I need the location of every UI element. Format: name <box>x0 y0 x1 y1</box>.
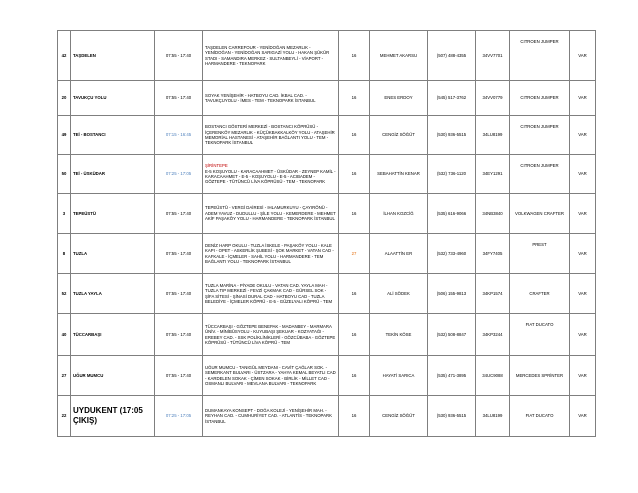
route-name: UĞUR MUMCU <box>71 356 155 396</box>
shift-time: 07:55 - 17:40 <box>155 356 203 396</box>
route-stops-text: TEPEÜSTÜ - VERGİ DAİRESİ - IHLAMURKUYU - ÇAYIRÖNÜ - ADEM YAVUZ - DUDULLU - ŞİLE YOLU - KEMERDERE - MEHMET AKİF PAŞAKÖY YOLU - HARMANDERE - TEKNOPARK İSTANBUL <box>205 205 336 222</box>
route-name: TUZLA YAYLA <box>71 274 155 314</box>
shift-time: 07:25 - 17:05 <box>155 155 203 194</box>
shift-time: 07:25 - 17:05 <box>155 396 203 437</box>
driver-phone: (532) 736-1120 <box>428 155 476 194</box>
license-plate: 34LU8199 <box>476 116 510 155</box>
vehicle-model: CITROEN JUMPER <box>510 81 570 116</box>
route-number: 3 <box>58 194 71 234</box>
route-name: TEİ - BOSTANCI <box>71 116 155 155</box>
route-name: TÜCCARBAŞI <box>71 314 155 356</box>
shift-time: 07:55 - 17:40 <box>155 81 203 116</box>
route-number: 8 <box>58 234 71 274</box>
vehicle-model: PREST <box>510 234 570 274</box>
route-number: 20 <box>58 81 71 116</box>
seat-capacity: 16 <box>339 356 370 396</box>
route-stops <box>203 31 339 81</box>
status-value: VAR <box>570 396 596 437</box>
driver-phone: (535) 471-3895 <box>428 356 476 396</box>
shift-time: 07:55 - 17:40 <box>155 314 203 356</box>
license-plate: 34UC9088 <box>476 356 510 396</box>
route-stops-text: UĞUR MUMCU - TANIGÜL MEYDANI - CAVİT ÇAĞLAR SOK. - SEMERKANT BULVARI - ÜSTZARA - YAHYA KEMAL BEYATLI CAD - KARDELEN SOKAK - ÇİMEN SOKAK - BİRLİK - MİLLET CAD - OSMANLI BULVARI - MEVLANA BULVARI - TEKNOPARK <box>205 364 336 386</box>
shift-time: 07:55 - 17:40 <box>155 274 203 314</box>
vehicle-model: FIAT DUCATO <box>510 396 570 437</box>
license-plate: 34KP1574 <box>476 274 510 314</box>
route-stops-note: ŞİRİNTEPE <box>205 163 228 169</box>
shift-time: 07:55 - 17:40 <box>155 31 203 81</box>
vehicle-model: FIAT DUCATO <box>510 314 570 356</box>
seat-capacity: 16 <box>339 116 370 155</box>
vehicle-model: VOLKWAGEN CRAFTER <box>510 194 570 234</box>
route-stops <box>203 396 339 437</box>
route-name: TEİ - ÜSKÜDAR <box>71 155 155 194</box>
route-stops <box>203 194 339 234</box>
status-value: VAR <box>570 274 596 314</box>
seat-capacity: 16 <box>339 396 370 437</box>
route-name: TUZLA <box>71 234 155 274</box>
status-value: VAR <box>570 31 596 81</box>
driver-name: ALİ SÖDEK <box>370 274 428 314</box>
driver-phone: (506) 155-9813 <box>428 274 476 314</box>
driver-name: İLHAN KOZCİĞ <box>370 194 428 234</box>
route-name: UYDUKENT (17:05 ÇIKIŞ) <box>71 396 155 437</box>
table-row <box>58 155 596 194</box>
license-plate: 34KP3244 <box>476 314 510 356</box>
seat-capacity: 27 <box>339 234 370 274</box>
license-plate: 34LU8199 <box>476 396 510 437</box>
seat-capacity: 16 <box>339 81 370 116</box>
route-number: 42 <box>58 31 71 81</box>
route-stops-text: SOYAK YENİŞEHİR - HATBOYU CAD. İKBAL CAD. - TAVUKÇUYOLU - İMES - TEM - TEKNOPARK İSTANBUL <box>205 92 316 103</box>
license-plate: 34VV7701 <box>476 31 510 81</box>
driver-phone: (532) 733-4960 <box>428 234 476 274</box>
route-stops-text: BOSTANCI GÖSTERİ MERKEZİ - BOSTANCI KÖPRÜSÜ - İÇERENKÖY MEZARLIK - KÜÇÜKBAKKALKÖY YOLU - ATAŞEHİR MEMORİAL HASTANESİ - ATAŞEHİR BAĞLANTI YOLU - TEM - TEKNOPARK İSTANBUL <box>205 124 335 146</box>
status-value: VAR <box>570 155 596 194</box>
route-name: TAŞDELEN <box>71 31 155 81</box>
table-row <box>58 194 596 234</box>
driver-phone: (530) 936-5515 <box>428 396 476 437</box>
status-value: VAR <box>570 194 596 234</box>
vehicle-model: MERCEDES SPRİNTER <box>510 356 570 396</box>
table-row <box>58 234 596 274</box>
driver-name: CENGİZ SÖĞÜT <box>370 116 428 155</box>
route-number: 49 <box>58 116 71 155</box>
table-row <box>58 396 596 437</box>
route-stops-text: TUZLA MARİNA - PİYADE OKULU - VATAN CAD. YAYLA MAH - TUZLA TIP MERKEZİ - FEVZİ ÇAKMAK CAD - GÜRSEL SOK - ŞİFA SİTESİ - ŞİNASİ DURAL CAD - HATBOYU CAD - TUZLA BELEDİYE - İÇMELER KÖPRÜ - E-5 - GÜZELYALI KÖPRÜ - TEM <box>205 282 333 304</box>
seat-capacity: 16 <box>339 31 370 81</box>
route-stops <box>203 356 339 396</box>
driver-phone: (507) 488-4355 <box>428 31 476 81</box>
table-row <box>58 116 596 155</box>
route-number: 40 <box>58 314 71 356</box>
vehicle-model: CITROEN JUMPER <box>510 116 570 155</box>
driver-phone: (530) 936-5515 <box>428 116 476 155</box>
route-number: 22 <box>58 396 71 437</box>
driver-name: ALAATTİN ER <box>370 234 428 274</box>
driver-name: MEHMET AKARSU <box>370 31 428 81</box>
table-row <box>58 314 596 356</box>
license-plate: 34VV0779 <box>476 81 510 116</box>
license-plate: 34NB3840 <box>476 194 510 234</box>
table-row <box>58 356 596 396</box>
driver-name: SEBAHATTİN KENAR <box>370 155 428 194</box>
status-value: VAR <box>570 356 596 396</box>
route-stops-text: DENİZ HARP OKULU - TUZLA İSKELE - PAŞAKÖY YOLU - KALE KAPI - OPET - ASKERLİK ŞUBESİ - ŞOK MARKET - VATAN CAD - KAFKALE - İÇMELER - SAHİL YOLU - HARMANDERE - TEM BAĞLANTI YOLU - TEKNOPARK İSTANBUL <box>205 242 334 264</box>
route-stops <box>203 314 339 356</box>
shift-time: 07:15 - 16:45 <box>155 116 203 155</box>
route-name: TAVUKÇU YOLU <box>71 81 155 116</box>
table-row <box>58 31 596 81</box>
status-value: VAR <box>570 234 596 274</box>
driver-phone: (535) 616-9066 <box>428 194 476 234</box>
route-stops-text: DUMANKAYA KONSEPT - DOĞA KOLEJİ - YENİŞEHİR MAH. - REYHAN CAD. - CUMHURİYET CAD. - ATLANTİS - TEKNOPARK İSTANBUL <box>205 407 332 424</box>
license-plate: 34FY7405 <box>476 234 510 274</box>
route-stops <box>203 155 339 194</box>
seat-capacity: 16 <box>339 274 370 314</box>
driver-phone: (545) 517-3762 <box>428 81 476 116</box>
route-stops <box>203 234 339 274</box>
driver-name: TEKİN KÖSE <box>370 314 428 356</box>
route-stops <box>203 274 339 314</box>
driver-phone: (532) 508-8847 <box>428 314 476 356</box>
table-body <box>58 31 596 437</box>
driver-name: HAYATİ SARICA <box>370 356 428 396</box>
seat-capacity: 16 <box>339 194 370 234</box>
driver-name: ENES ERDOY <box>370 81 428 116</box>
status-value: VAR <box>570 116 596 155</box>
route-stops-text: E-5 KOŞUYOLU - KARACAAHMET - ÜSKÜDAR - ZEYNEP KAMİL - KARACAAHMET - E-5 - KOŞUYOLU - E-5 - ACIBADEM - GÖZTEPE - TÜTÜNCÜ LİVA KÖPRÜSÜ - TEM - TEKNOPARK <box>205 168 336 185</box>
route-number: 27 <box>58 356 71 396</box>
route-stops <box>203 81 339 116</box>
seat-capacity: 16 <box>339 314 370 356</box>
route-name: TEPEÜSTÜ <box>71 194 155 234</box>
route-stops-text: TÜCCARBAŞI - GÖZTEPE BENEPAK - MADANBEY - MARMARA ÜNİV. - MİNİBÜSYOLU - KUYUBAŞI ŞEKUAR - KOZYATAĞI - EREBEY CAD. - SSK POLİKLİNİKLERİ - GÖZCÜBABA - GÖZTEPE KÖPRÜSÜ - TÜTÜNCÜ LİVA KÖPRÜ - TEM <box>205 323 336 345</box>
shuttle-routes-table <box>57 30 596 437</box>
vehicle-model: CITROEN JUMPER <box>510 31 570 81</box>
status-value: VAR <box>570 314 596 356</box>
vehicle-model: CITROEN JUMPER <box>510 155 570 194</box>
shift-time: 07:55 - 17:40 <box>155 194 203 234</box>
seat-capacity: 16 <box>339 155 370 194</box>
route-number: 52 <box>58 274 71 314</box>
route-stops-text: TAŞDELEN CARREFOUR - YENİDOĞAN MEZARLIK -YENİDOĞAN - YENİDOĞAN SARIGAZİ YOLU - HAKAN ŞÜKÜR STADI - SAMANDIRA MERKEZ - SULTANBEYLİ - VİAPORT - HARMANDERE - TEKNOPARK <box>205 44 330 66</box>
vehicle-model: CRAFTER <box>510 274 570 314</box>
license-plate: 34EY1291 <box>476 155 510 194</box>
table-row <box>58 81 596 116</box>
driver-name: CENGİZ SÖĞÜT <box>370 396 428 437</box>
table-row <box>58 274 596 314</box>
route-stops <box>203 116 339 155</box>
shift-time: 07:55 - 17:40 <box>155 234 203 274</box>
status-value: VAR <box>570 81 596 116</box>
route-number: 50 <box>58 155 71 194</box>
